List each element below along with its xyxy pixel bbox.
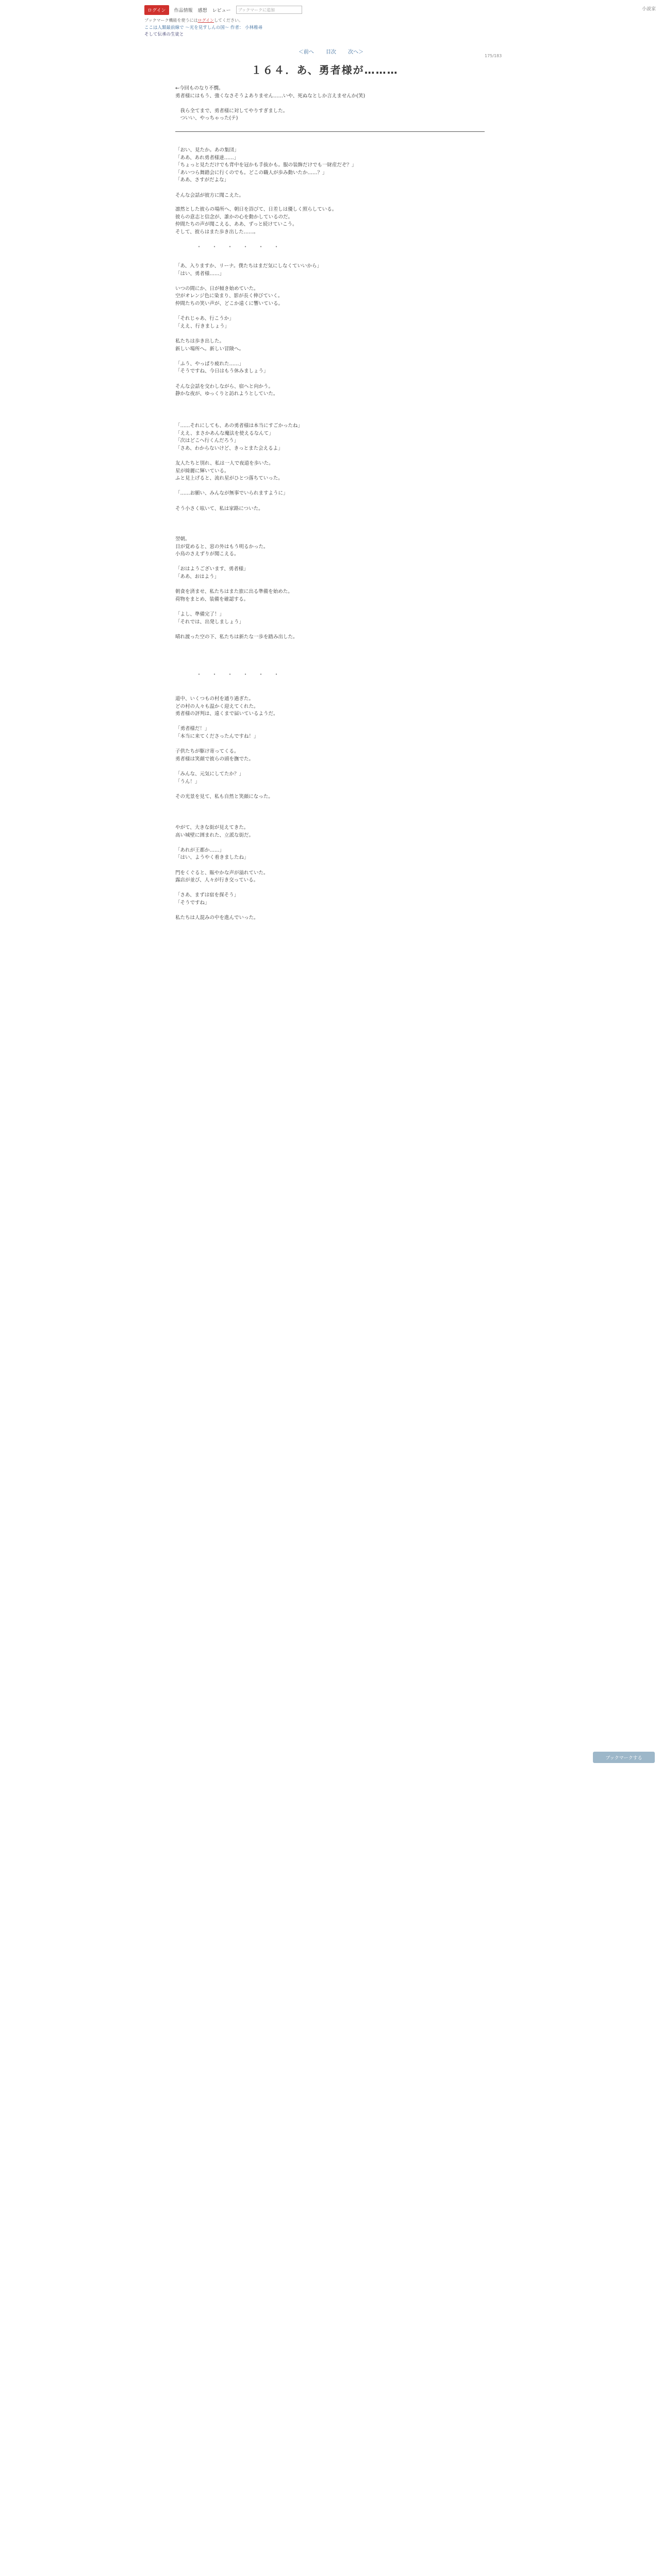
bookmark-button[interactable]: ブックマークする [593,1752,655,1763]
chapter-pager [0,47,662,55]
nav-item-review[interactable]: レビュー [212,8,231,13]
prev-chapter-link[interactable]: ＜前へ [298,49,314,55]
chapter-count: 175/183 [485,54,502,58]
body-paragraph: 「あ、入りますか、リーナ。僕たちはまだ気にしなくていいから」 「はい、勇者様……」 いつの間にか、日が傾き始めていた。 空がオレンジ色に染まり、影が長く伸びていく。 仲間たちの笑い声が、どこか遠くに響いている。 「それじゃあ、行こうか」 「ええ、行きましょう」 私たちは歩き出した。 新しい場所へ。新しい冒険へ。 「ふう、やっぱり疲れた……」 「そうですね、今日はもう休みましょう」 そんな会話を交わしながら、宿へと向かう。 静かな夜が、ゆっくりと訪れようとしていた。 [175,263,322,397]
top-navigation [144,4,302,15]
scene-break: ・・・・・・ [196,671,289,678]
login-button[interactable]: ログイン [144,5,169,15]
body-paragraph: 「……それにしても、あの勇者様は本当にすごかったね」 「ええ、まさかあんな魔法を使えるなんて」 「次はどこへ行くんだろう」 「さあ、わからないけど、きっとまた会えるよ」 友人たちと別れ、私は一人で夜道を歩いた。 星が綺麗に輝いている。 ふと見上げると、流れ星がひとつ落ちていった。 「……お願い、みんなが無事でいられますように」 そう小さく呟いて、私は家路についた。 [175,423,303,512]
series-title-link[interactable]: ここは人類最前線で ～光を見すしんの国～ 作者： 小林稚尋 [144,25,263,30]
notice-text-after: してください。 [214,18,243,23]
site-logo[interactable]: 小説家 [641,7,656,12]
scene-break: ・・・・・・ [196,243,289,250]
login-link[interactable]: ログイン [197,18,214,23]
body-paragraph: 道中、いくつもの村を通り過ぎた。 どの村の人々も温かく迎えてくれた。 勇者様の評判は、遠くまで届いているようだ。 「勇者様だ！」 「本当に来てくださったんですね！」 子供たちが駆け寄ってくる。 勇者様は笑顔で彼らの頭を撫でた。 「みんな、元気にしてたか？」 「うん！」 その光景を見て、私も自然と笑顔になった。 [175,696,278,800]
bookmark-notice [144,18,299,23]
body-paragraph: 凛然とした彼らの場所へ、朝日を浴びて、日差しは優しく照らしている。 彼らの意志と信念が、誰かの心を動かしているのだ。 仲間たちの声が聞こえる、ああ、ずっと続けていこう。 そして、彼らはまた歩き出した……。 [175,207,337,235]
nav-item-info[interactable]: 作品情報 [174,8,193,13]
series-subtitle: そして伝承の生徒と [144,32,184,37]
nav-item-impressions[interactable]: 感想 [197,8,207,13]
preface-text: ←今回ものなり不憫。 勇者様にはもう、強くなさそうよありません……いや、死ぬなとしか言えませんか(笑) 我ら全てまで、勇者様に対してやりすぎました。 ついい、やっちゃった(テ) [175,86,366,122]
notice-text-before: ブックマーク機能を使うには [144,18,198,23]
body-paragraph: やがて、大きな街が見えてきた。 高い城壁に囲まれた、立派な街だ。 「あれが王都か……」 「はい、ようやく着きましたね」 門をくぐると、賑やかな声が溢れていた。 露店が並び、人々が行き交っている。 「さあ、まずは宿を探そう」 「そうですね」 私たちは人混みの中を進んでいった。 [175,825,269,921]
chapter-title: １６４．あ、勇者様が……… [251,64,399,76]
body-paragraph: 「おい、見たか。あの集団」 「ああ、あれ勇者様達……」 「ちょっと見ただけでも背中を冠かも手抜かも。服の装飾だけでも一財産だぞ？」 「あいつら舞踏会に行くのでも。どこの職人が歩み動いたか……？」 「ああ、さすがだよな」 そんな会話が彼方に聞こえた。 [175,147,357,198]
body-paragraph: 翌朝。 目が覚めると、窓の外はもう明るかった。 小鳥のさえずりが聞こえる。 「おはようございます、勇者様」 「ああ、おはよう」 朝食を済ませ、私たちはまた旅に出る準備を始めた。 荷物をまとめ、装備を確認する。 「よし、準備完了！」 「それでは、出発しましょう」 晴れ渡った空の下、私たちは新たな一歩を踏み出した。 [175,536,298,640]
next-chapter-link[interactable]: 次へ＞ [348,49,364,55]
series-info [144,25,454,38]
bookmark-input[interactable]: ブックマークに追加 [236,6,302,14]
divider [175,131,485,132]
toc-link[interactable]: 目次 [326,49,336,55]
